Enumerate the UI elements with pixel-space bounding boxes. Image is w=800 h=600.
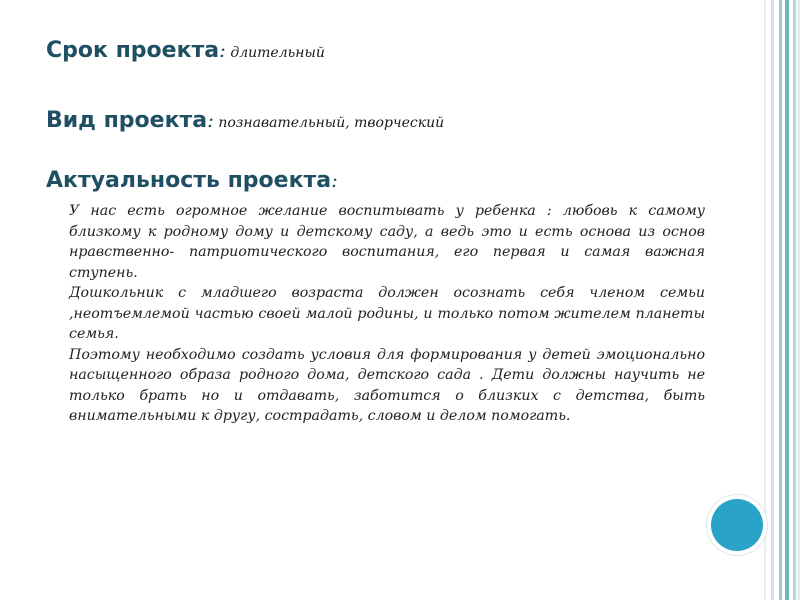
project-relevance-label: Актуальность проекта bbox=[46, 168, 332, 193]
project-relevance-colon: : bbox=[331, 168, 338, 192]
decorative-circle bbox=[711, 499, 763, 551]
project-kind-colon: : bbox=[207, 108, 214, 132]
body-paragraph: Дошкольник с младшего возраста должен осознать себя членом семьи ,неотъемлемой частью своей малой родины, и только потом жителем планеты семья. bbox=[69, 285, 705, 342]
stripe bbox=[771, 0, 774, 600]
project-kind-value: познавательный, творческий bbox=[213, 115, 445, 131]
decorative-stripes bbox=[762, 0, 800, 600]
stripe bbox=[785, 0, 789, 600]
body-paragraph: У нас есть огромное желание воспитывать у ребенка : любовь к самому близкому к родному дому и детскому саду, а ведь это и есть основа из основ нравственно- патриотического воспитания, его первая и самая важная ступень. bbox=[69, 203, 705, 281]
project-kind-label: Вид проекта bbox=[46, 108, 208, 133]
project-term-heading bbox=[46, 40, 325, 62]
project-relevance-heading bbox=[46, 170, 338, 192]
relevance-body-text bbox=[69, 201, 705, 427]
body-paragraph: Поэтому необходимо создать условия для формирования у детей эмоционально насыщенного образа родного дома, детского сада . Дети должны научить не только брать но и отдавать, заботится о близких с детства, быть внимательными к другу, сострадать, словом и делом помогать. bbox=[69, 346, 705, 424]
project-term-value: длительный bbox=[225, 45, 325, 61]
stripe bbox=[793, 0, 796, 600]
project-kind-heading bbox=[46, 110, 444, 132]
stripe bbox=[764, 0, 766, 600]
project-term-label: Срок проекта bbox=[46, 38, 220, 63]
stripe bbox=[779, 0, 782, 600]
project-term-colon: : bbox=[219, 38, 226, 62]
